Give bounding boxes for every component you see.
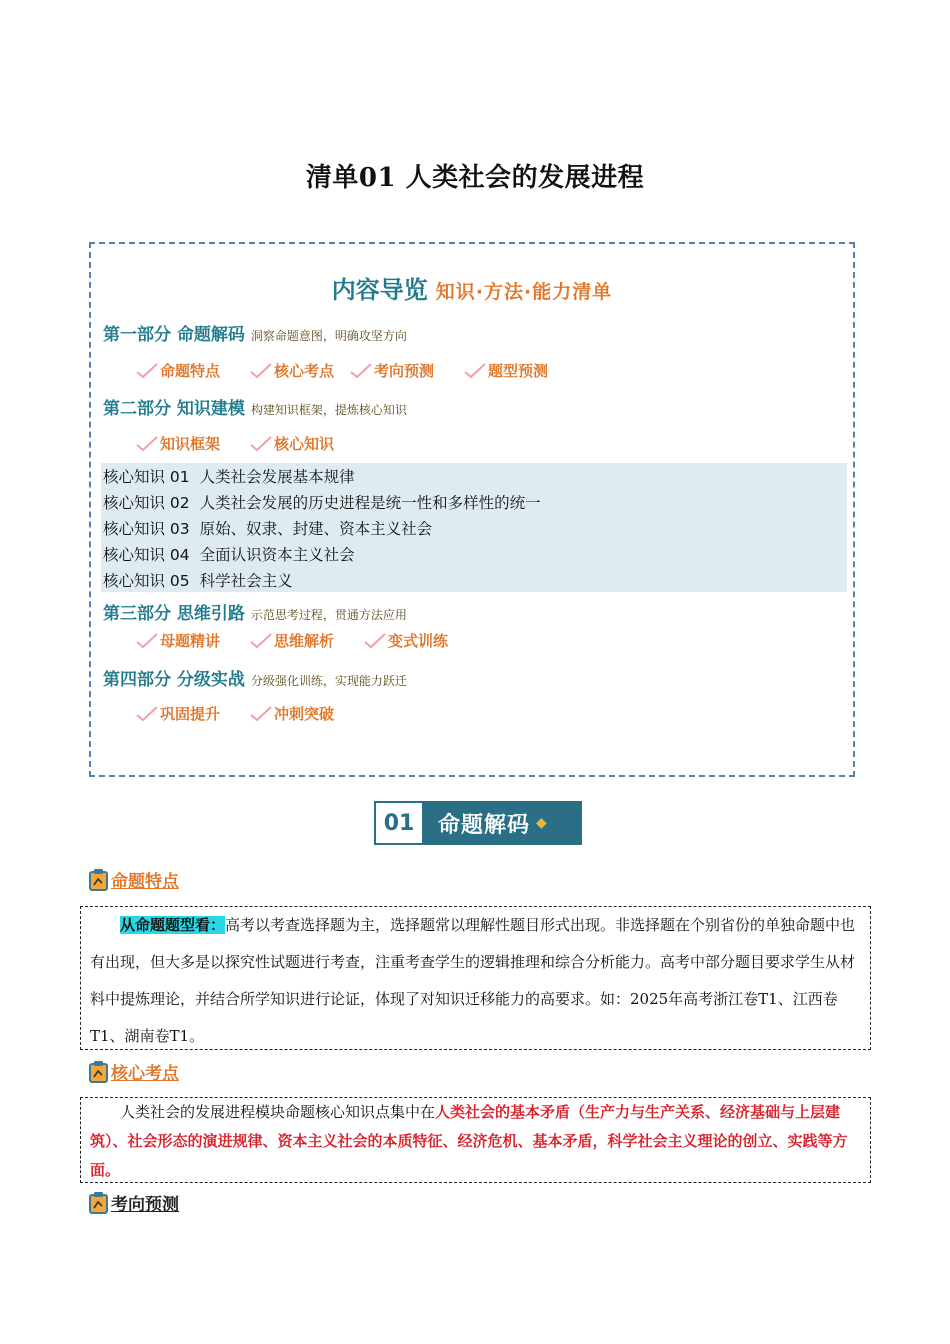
checkmark-icon (136, 436, 158, 452)
features-highlight: 从命题题型看： (120, 916, 226, 934)
core-knowledge-item[interactable]: 核心知识 04 全面认识资本主义社会 (103, 546, 355, 564)
section-title: 考向预测 (111, 1195, 179, 1215)
content-overview-box (89, 242, 855, 777)
part-2-item[interactable]: 核心知识 (250, 433, 334, 454)
checkmark-icon (250, 633, 272, 649)
part-4-item[interactable]: 冲刺突破 (250, 703, 334, 724)
part-1-items (136, 360, 548, 381)
section-heading-features (88, 867, 179, 892)
core-knowledge-item[interactable]: 核心知识 02 人类社会发展的历史进程是统一性和多样性的统一 (103, 494, 541, 512)
part-1-item[interactable]: 核心考点 (250, 360, 334, 381)
page-title: 清单01 人类社会的发展进程 (305, 163, 645, 193)
part-4-items (136, 703, 334, 724)
part-1-desc: 洞察命题意图，明确攻坚方向 (250, 329, 407, 343)
overview-heading: 内容导览 (331, 276, 428, 304)
core-knowledge-item[interactable]: 核心知识 03 原始、奴隶、封建、资本主义社会 (103, 520, 433, 538)
checkmark-icon (250, 363, 272, 379)
clipboard-icon (88, 1060, 110, 1084)
part-4-heading (103, 665, 407, 690)
core-knowledge-list (101, 463, 847, 592)
checkmark-icon (250, 706, 272, 722)
part-4-desc: 分级强化训练，实现能力跃迁 (250, 674, 407, 688)
part-3-name: 第三部分 思维引路 (103, 604, 245, 624)
features-text: 从命题题型看：高考以考查选择题为主，选择题常以理解性题目形式出现。非选择题在个别省份的单独命题中也有出现，但大多是以探究性试题进行考查，注重考查学生的逻辑推理和综合分析能力。高考中部分题目要求学生从材料中提炼理论，并结合所学知识进行论证，体现了对知识迁移能力的高要求。如：2025年高考浙江卷T1、江西卷T1、湖南卷T1。 (90, 916, 856, 1045)
checkmark-icon (136, 633, 158, 649)
part-2-desc: 构建知识框架，提炼核心知识 (250, 403, 407, 417)
overview-title (91, 270, 853, 305)
banner-number: 01 (374, 801, 424, 845)
core-knowledge-item[interactable]: 核心知识 01 人类社会发展基本规律 (103, 468, 355, 486)
part-1-item[interactable]: 考向预测 (350, 360, 434, 381)
part-1-item[interactable]: 题型预测 (464, 360, 548, 381)
section-title: 命题特点 (111, 872, 179, 892)
overview-subheading: 知识·方法·能力清单 (435, 281, 613, 303)
core-points-text: 人类社会的发展进程模块命题核心知识点集中在人类社会的基本矛盾（生产力与生产关系、经济基础与上层建筑）、社会形态的演进规律、资本主义社会的本质特征、经济危机、基本矛盾，科学社会主义理论的创立、实践等方面。 (90, 1103, 848, 1179)
part-2-items (136, 433, 334, 454)
part-3-heading (103, 599, 407, 624)
checkmark-icon (350, 363, 372, 379)
part-1-item[interactable]: 命题特点 (136, 360, 220, 381)
section-heading-forecast (88, 1190, 179, 1215)
core-points-box (80, 1097, 871, 1183)
part-2-heading (103, 394, 407, 419)
section-title: 核心考点 (111, 1064, 179, 1084)
diamond-icon: ◆ (536, 815, 548, 831)
checkmark-icon (464, 363, 486, 379)
section-banner (374, 801, 582, 845)
part-3-item[interactable]: 思维解析 (250, 630, 334, 651)
part-4-name: 第四部分 分级实战 (103, 670, 245, 690)
part-3-item[interactable]: 变式训练 (364, 630, 448, 651)
clipboard-icon (88, 868, 110, 892)
core-points-emphasis: 人类社会的基本矛盾（生产力与生产关系、经济基础与上层建筑）、社会形态的演进规律、资本主义社会的本质特征、经济危机、基本矛盾，科学社会主义理论的创立、实践等方面。 (90, 1103, 848, 1179)
section-heading-core (88, 1059, 179, 1084)
part-1-name: 第一部分 命题解码 (103, 325, 245, 345)
banner-label: 命题解码 ◆ (424, 801, 582, 845)
part-3-items (136, 630, 448, 651)
clipboard-icon (88, 1191, 110, 1215)
checkmark-icon (136, 363, 158, 379)
checkmark-icon (364, 633, 386, 649)
features-box (80, 906, 871, 1050)
part-3-desc: 示范思考过程，贯通方法应用 (250, 608, 407, 622)
checkmark-icon (250, 436, 272, 452)
checkmark-icon (136, 706, 158, 722)
part-1-heading (103, 320, 407, 345)
part-4-item[interactable]: 巩固提升 (136, 703, 220, 724)
part-2-name: 第二部分 知识建模 (103, 399, 245, 419)
core-knowledge-item[interactable]: 核心知识 05 科学社会主义 (103, 572, 293, 590)
part-3-item[interactable]: 母题精讲 (136, 630, 220, 651)
part-2-item[interactable]: 知识框架 (136, 433, 220, 454)
